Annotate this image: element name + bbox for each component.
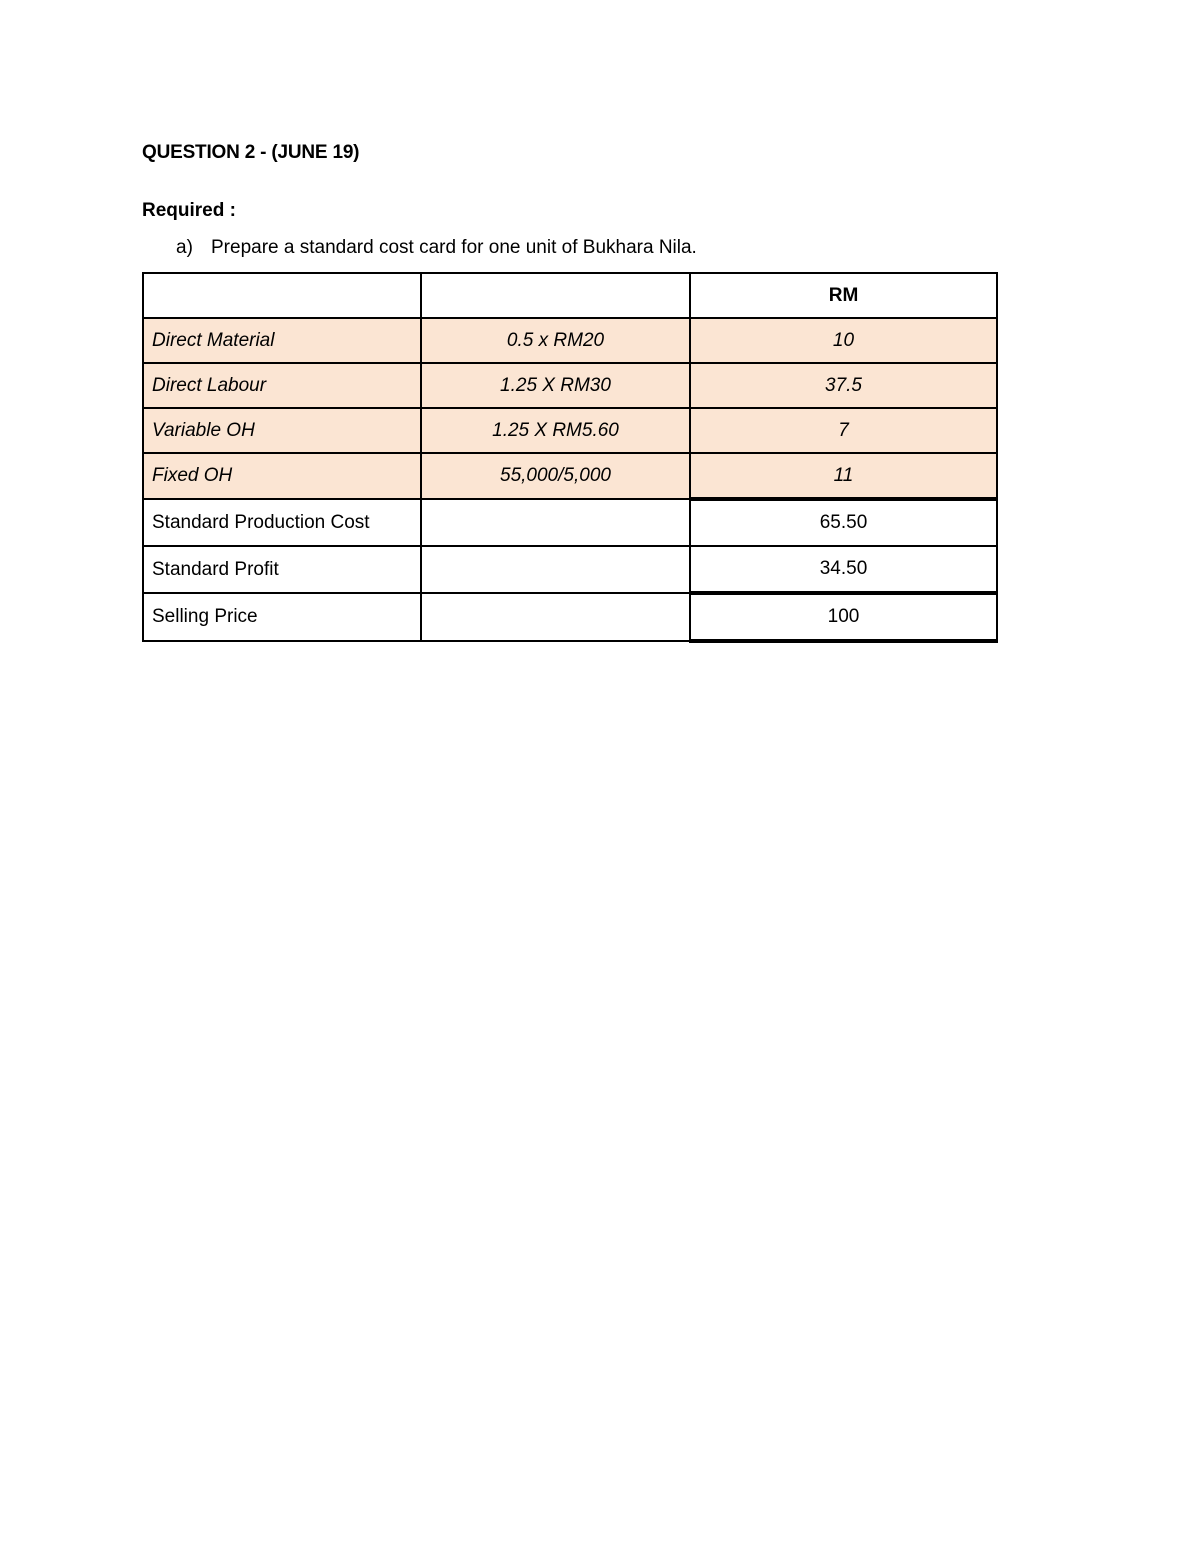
row-calculation: 1.25 X RM5.60 <box>421 408 690 453</box>
summary-row <box>143 499 997 546</box>
table-row <box>143 318 997 363</box>
row-item-label: Standard Profit <box>143 546 421 593</box>
row-item-label: Variable OH <box>143 408 421 453</box>
row-calculation <box>421 593 690 641</box>
row-amount: 100 <box>690 593 997 641</box>
header-cell-calc <box>421 273 690 318</box>
row-amount: 11 <box>690 453 997 499</box>
instruction-item <box>176 237 697 259</box>
row-calculation: 0.5 x RM20 <box>421 318 690 363</box>
row-amount: 37.5 <box>690 363 997 408</box>
row-item-label: Direct Material <box>143 318 421 363</box>
table-row <box>143 453 997 499</box>
standard-cost-card-table <box>142 272 998 643</box>
summary-row <box>143 593 997 641</box>
row-calculation <box>421 546 690 593</box>
instruction-marker: a) <box>176 237 193 258</box>
row-amount: 10 <box>690 318 997 363</box>
row-calculation: 55,000/5,000 <box>421 453 690 499</box>
row-amount: 65.50 <box>690 499 997 546</box>
row-item-label: Direct Labour <box>143 363 421 408</box>
header-cell-item <box>143 273 421 318</box>
row-item-label: Fixed OH <box>143 453 421 499</box>
row-item-label: Standard Production Cost <box>143 499 421 546</box>
row-calculation: 1.25 X RM30 <box>421 363 690 408</box>
table-row <box>143 408 997 453</box>
table-row <box>143 363 997 408</box>
row-calculation <box>421 499 690 546</box>
row-amount: 7 <box>690 408 997 453</box>
instruction-text: Prepare a standard cost card for one unit of Bukhara Nila. <box>211 237 697 258</box>
header-cell-amount: RM <box>690 273 997 318</box>
question-heading: QUESTION 2 - (JUNE 19) <box>142 142 360 163</box>
row-item-label: Selling Price <box>143 593 421 641</box>
summary-row <box>143 546 997 593</box>
required-label: Required : <box>142 200 236 221</box>
table-header-row <box>143 273 997 318</box>
row-amount: 34.50 <box>690 546 997 593</box>
